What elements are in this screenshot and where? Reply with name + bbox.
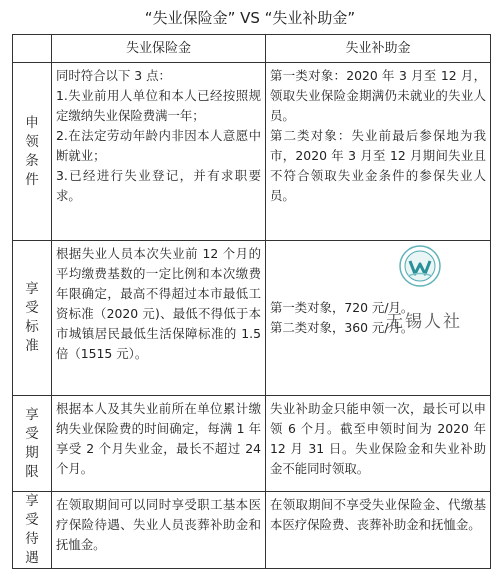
row-label-benefit-standard (13, 241, 52, 396)
row-label-char: 申 (25, 114, 39, 131)
row-label-char: 遇 (25, 550, 39, 566)
cell-line: 第二类对象，360 元/月。 (270, 320, 414, 335)
cell-line: 同时符合以下 3 点： (56, 68, 171, 83)
row-label-char: 享 (25, 281, 39, 297)
cell-line: 3.已经进行失业登记，并有求职要求。 (56, 168, 261, 203)
row-label-application-conditions (13, 63, 52, 241)
cell-insurance-benefits (52, 492, 266, 569)
cell-line: 第一类对象，720 元/月。 (270, 300, 414, 315)
cell-subsidy-benefits (266, 492, 491, 569)
cell-line: 根据失业人员本次失业前 12 个月的平均缴费基数的一定比例和本次缴费年限确定，最高不得超过本市最低工资标准（2020 元)、最低不得低于本市城镇居民最低生活保障标准的 1.5 倍（1515 元）。 (56, 246, 261, 361)
cell-line: 1.失业前用人单位和本人已经按照规定缴纳失业保险费满一年； (56, 88, 261, 123)
cell-line: 2.在法定劳动年龄内非因本人意愿中断就业； (56, 128, 261, 163)
cell-line: 第一类对象：2020 年 3 月至 12 月，领取失业保险金期满仍未就业的失业人员。 (270, 68, 486, 123)
row-label-benefits-enjoyed (13, 492, 52, 569)
watermark-text: 无锡人社 (386, 312, 462, 332)
header-unemployment-subsidy: 失业补助金 (266, 35, 491, 63)
page-title: “失业保险金” VS “失业补助金” (144, 9, 356, 27)
row-label-benefit-period (13, 396, 52, 492)
cell-insurance-standard (52, 241, 266, 396)
row-label-char: 限 (25, 463, 39, 480)
table-row (13, 396, 491, 492)
row-label-char: 享 (25, 493, 39, 509)
cell-line: 在领取期间可以同时享受职工基本医疗保险待遇、失业人员丧葬补助金和抚恤金。 (56, 497, 261, 552)
row-label-char: 期 (25, 444, 39, 461)
cell-insurance-period (52, 396, 266, 492)
header-corner (13, 35, 52, 63)
table-header-row (13, 35, 491, 63)
cell-subsidy-conditions (266, 63, 491, 241)
cell-line: 失业补助金只能申领一次，最长可以申领 6 个月。截至申领时间为 2020 年 12 月 31 日。失业保险金和失业补助金不能同时领取。 (270, 401, 486, 476)
wuxi-hrss-logo-icon (398, 244, 442, 288)
row-label-char: 待 (25, 531, 39, 547)
table-row (13, 492, 491, 569)
row-label-char: 标 (25, 319, 39, 335)
cell-line: 根据本人及其失业前所在单位累计缴纳失业保险费的时间确定，每满 1 年享受 2 个月失业金，最长不超过 24 个月。 (56, 401, 261, 476)
table-row (13, 63, 491, 241)
cell-subsidy-period (266, 396, 491, 492)
row-label-char: 领 (25, 133, 39, 150)
cell-insurance-conditions (52, 63, 266, 241)
header-unemployment-insurance: 失业保险金 (52, 35, 266, 63)
row-label-char: 受 (25, 512, 39, 528)
row-label-char: 准 (25, 338, 39, 354)
row-label-char: 件 (25, 171, 39, 188)
comparison-table (12, 34, 491, 569)
cell-line: 第二类对象：失业前最后参保地为我市，2020 年 3 月至 12 月期间失业且不符合领取失业金条件的参保失业人员。 (270, 128, 486, 203)
row-label-char: 享 (25, 406, 39, 423)
row-label-char: 受 (25, 300, 39, 316)
cell-line: 在领取期间不享受失业保险金、代缴基本医疗保险费、丧葬补助金和抚恤金。 (270, 497, 486, 532)
row-label-char: 条 (25, 152, 39, 169)
row-label-char: 受 (25, 425, 39, 442)
